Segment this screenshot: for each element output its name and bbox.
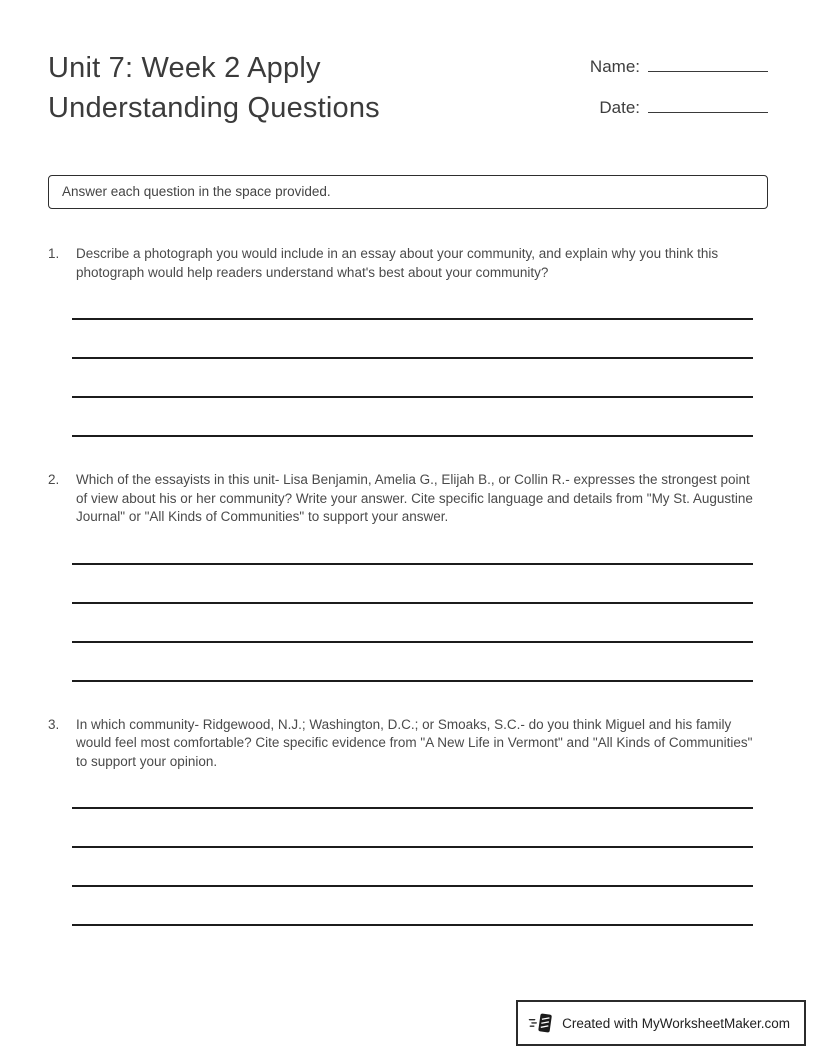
header: [48, 48, 768, 128]
question-2-answer-area: [72, 563, 753, 682]
question-1: [48, 245, 768, 437]
answer-line: [72, 807, 753, 809]
answer-line: [72, 641, 753, 643]
question-1-head: [48, 245, 768, 282]
question-1-number: 1.: [48, 246, 60, 261]
answer-line: [72, 846, 753, 848]
question-2-head: [48, 471, 768, 527]
question-list: [48, 245, 768, 926]
question-3-answer-area: [72, 807, 753, 926]
instructions-box: Answer each question in the space provided.: [48, 175, 768, 209]
answer-line: [72, 396, 753, 398]
answer-line: [72, 435, 753, 437]
answer-line: [72, 602, 753, 604]
question-3-text: In which community- Ridgewood, N.J.; Washington, D.C.; or Smoaks, S.C.- do you think Miguel and his family would feel most comfortable? Cite specific evidence from "A New Life in Vermont" and "All Kinds of Communities" to support your opinion.: [76, 716, 753, 769]
name-label: Name:: [589, 57, 640, 76]
answer-line: [72, 563, 753, 565]
name-date-fields: [590, 52, 768, 118]
question-2-text: Which of the essayists in this unit- Lisa Benjamin, Amelia G., Elijah B., or Collin R.- expresses the strongest point of view about his or her community? Write your answer. Cite specific language and details from "My St. Augustine Journal" or "All Kinds of Communities" to support your answer.: [76, 472, 753, 524]
question-3: [48, 716, 768, 927]
worksheet-maker-logo-icon: [528, 1010, 554, 1036]
date-label: Date:: [599, 98, 640, 117]
answer-line: [72, 680, 753, 682]
name-field-line: [648, 52, 768, 72]
answer-line: [72, 924, 753, 926]
answer-line: [72, 885, 753, 887]
question-3-number: 3.: [48, 716, 60, 732]
question-2-number: 2.: [48, 472, 60, 487]
question-3-head: [48, 716, 768, 772]
page-title: Unit 7: Week 2 Apply Understanding Questions: [48, 52, 380, 124]
date-field-line: [648, 93, 768, 113]
footer-credit-text: Created with MyWorksheetMaker.com: [562, 1015, 790, 1031]
footer-credit-badge: [516, 1000, 806, 1046]
question-2: [48, 471, 768, 682]
question-1-answer-area: [72, 318, 753, 437]
answer-line: [72, 357, 753, 359]
answer-line: [72, 318, 753, 320]
question-1-text: Describe a photograph you would include in an essay about your community, and explain why you think this photograph would help readers understand what's best about your community?: [76, 246, 719, 280]
